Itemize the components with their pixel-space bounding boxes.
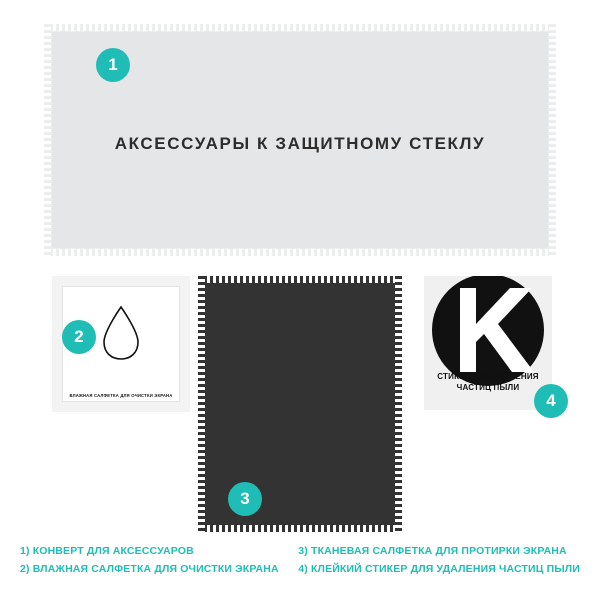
dust-sticker-caption-line2: ЧАСТИЦ ПЫЛИ	[456, 383, 520, 393]
letter-k-logo	[424, 276, 552, 388]
legend	[20, 543, 580, 578]
dust-sticker-caption	[424, 372, 552, 394]
badge-4: 4	[534, 384, 568, 418]
accessory-dust-sticker	[424, 276, 552, 410]
envelope-title: АКСЕССУАРЫ К ЗАЩИТНОМУ СТЕКЛУ	[114, 134, 486, 153]
wet-wipe-caption: ВЛАЖНАЯ САЛФЕТКА ДЛЯ ОЧИСТКИ ЭКРАНА	[69, 392, 173, 398]
badge-1: 1	[96, 48, 130, 82]
legend-item-1: 1) КОНВЕРТ ДЛЯ АКСЕССУАРОВ	[20, 545, 194, 558]
legend-item-2: 2) ВЛАЖНАЯ САЛФЕТКА ДЛЯ ОЧИСТКИ ЭКРАНА	[20, 562, 279, 575]
envelope-edge-bottom	[44, 249, 556, 256]
badge-2: 2	[62, 320, 96, 354]
cloth-edge-left	[198, 276, 205, 532]
water-droplet-icon	[98, 304, 144, 362]
cloth-edge-bottom	[198, 525, 402, 532]
cloth-edge-top	[198, 276, 402, 283]
legend-item-3: 3) ТКАНЕВАЯ САЛФЕТКА ДЛЯ ПРОТИРКИ ЭКРАНА	[298, 545, 567, 558]
legend-item-4: 4) КЛЕЙКИЙ СТИКЕР ДЛЯ УДАЛЕНИЯ ЧАСТИЦ ПЫЛИ	[298, 562, 580, 575]
legend-column-right	[292, 543, 580, 578]
dust-sticker-caption-line1: СТИКЕР ДЛЯ УДАЛЕНИЯ	[437, 372, 539, 382]
cloth-edge-right	[395, 276, 402, 532]
badge-3: 3	[228, 482, 262, 516]
legend-column-left	[20, 543, 292, 578]
envelope-edge-top	[44, 24, 556, 31]
